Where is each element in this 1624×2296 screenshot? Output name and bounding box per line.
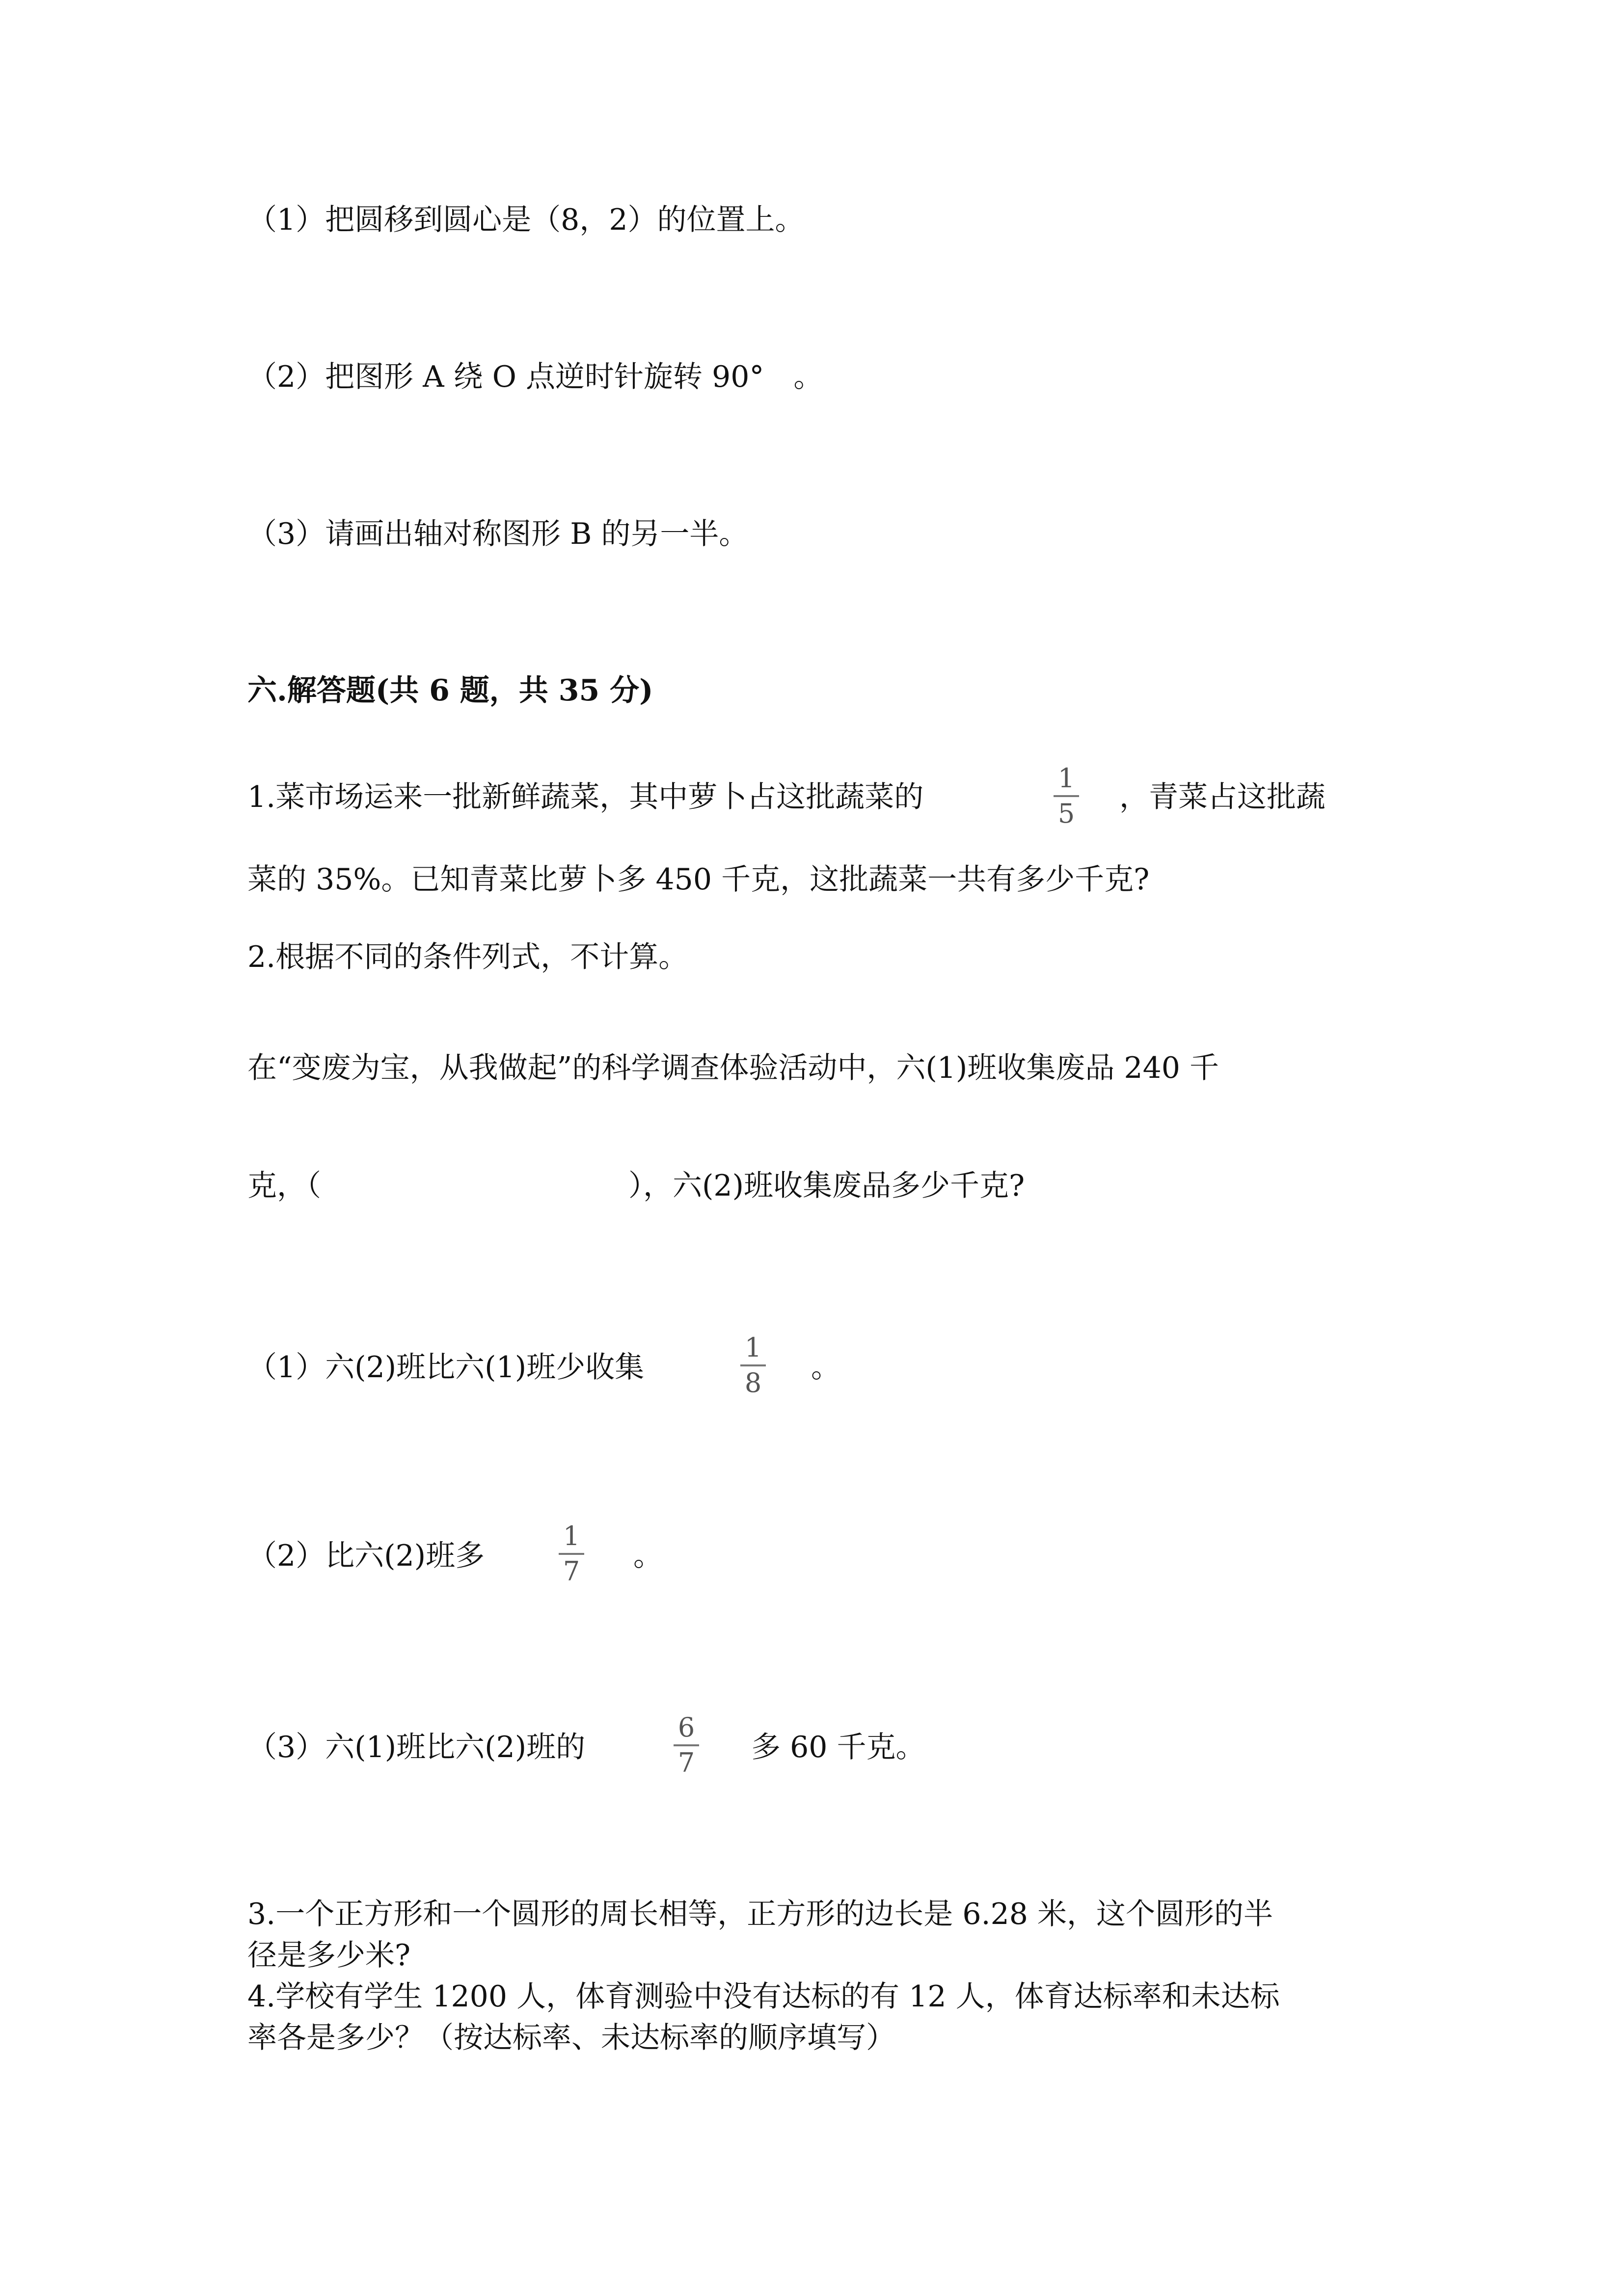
q3-line1: 3.一个正方形和一个圆形的周长相等，正方形的边长是 6.28 米，这个圆形的半 [247, 1897, 1273, 1931]
q1-fraction [1052, 764, 1081, 828]
q2-context-line2-a: 克，（ [247, 1169, 321, 1203]
q2-title: 2.根据不同的条件列式，不计算。 [247, 940, 688, 974]
fraction-bar [559, 1553, 584, 1555]
q2-condition3-text-b: 多 60 千克。 [751, 1730, 925, 1764]
q1-text-line2: 菜的 35%。已知青菜比萝卜多 450 千克，这批蔬菜一共有多少千克? [247, 862, 1150, 897]
q1-fraction-denominator: 5 [1057, 798, 1075, 829]
q2-context-line2-b: ），六(2)班收集废品多少千克? [628, 1169, 1025, 1203]
q2-context-line1: 在“变废为宝，从我做起”的科学调查体验活动中，六(1)班收集废品 240 千 [247, 1051, 1219, 1085]
fraction-bar [674, 1744, 699, 1746]
q2-condition2-denominator: 7 [563, 1556, 580, 1587]
q2-condition2-numerator: 1 [563, 1521, 580, 1551]
q1-text-part-b: ，青菜占这批蔬 [1119, 780, 1326, 814]
q2-condition2-fraction [557, 1522, 586, 1586]
q2-condition2-text-b: 。 [633, 1539, 663, 1573]
q2-condition1-text-b: 。 [811, 1350, 840, 1385]
q2-condition2-text-a: （2）比六(2)班多 [247, 1539, 485, 1573]
fraction-bar [1054, 795, 1079, 797]
q2-condition1-denominator: 8 [744, 1367, 762, 1398]
q2-condition1-numerator: 1 [744, 1332, 762, 1363]
q2-condition1-text-a: （1）六(2)班比六(1)班少收集 [247, 1350, 645, 1385]
q2-condition1-fraction [738, 1333, 768, 1398]
q2-condition3-text-a: （3）六(1)班比六(2)班的 [247, 1730, 586, 1764]
task-rotate-shape-a: （2）把图形 A 绕 O 点逆时针旋转 90° 。 [247, 360, 823, 394]
fraction-bar [740, 1364, 766, 1366]
section-heading: 六.解答题(共 6 题，共 35 分) [247, 673, 653, 708]
q4-line2: 率各是多少？（按达标率、未达标率的顺序填写） [247, 2021, 895, 2055]
q1-fraction-numerator: 1 [1057, 763, 1075, 794]
task-draw-symmetric-b: （3）请画出轴对称图形 B 的另一半。 [247, 517, 749, 551]
q2-condition3-denominator: 7 [677, 1747, 695, 1778]
q2-condition3-fraction [672, 1713, 701, 1778]
q4-line1: 4.学校有学生 1200 人，体育测验中没有达标的有 12 人，体育达标率和未达标 [247, 1979, 1280, 2014]
task-move-circle: （1）把圆移到圆心是（8，2）的位置上。 [247, 203, 805, 237]
q2-condition3-numerator: 6 [677, 1712, 695, 1743]
q3-line2: 径是多少米? [247, 1938, 411, 1973]
q1-text-part-a: 1.菜市场运来一批新鲜蔬菜，其中萝卜占这批蔬菜的 [247, 780, 924, 814]
